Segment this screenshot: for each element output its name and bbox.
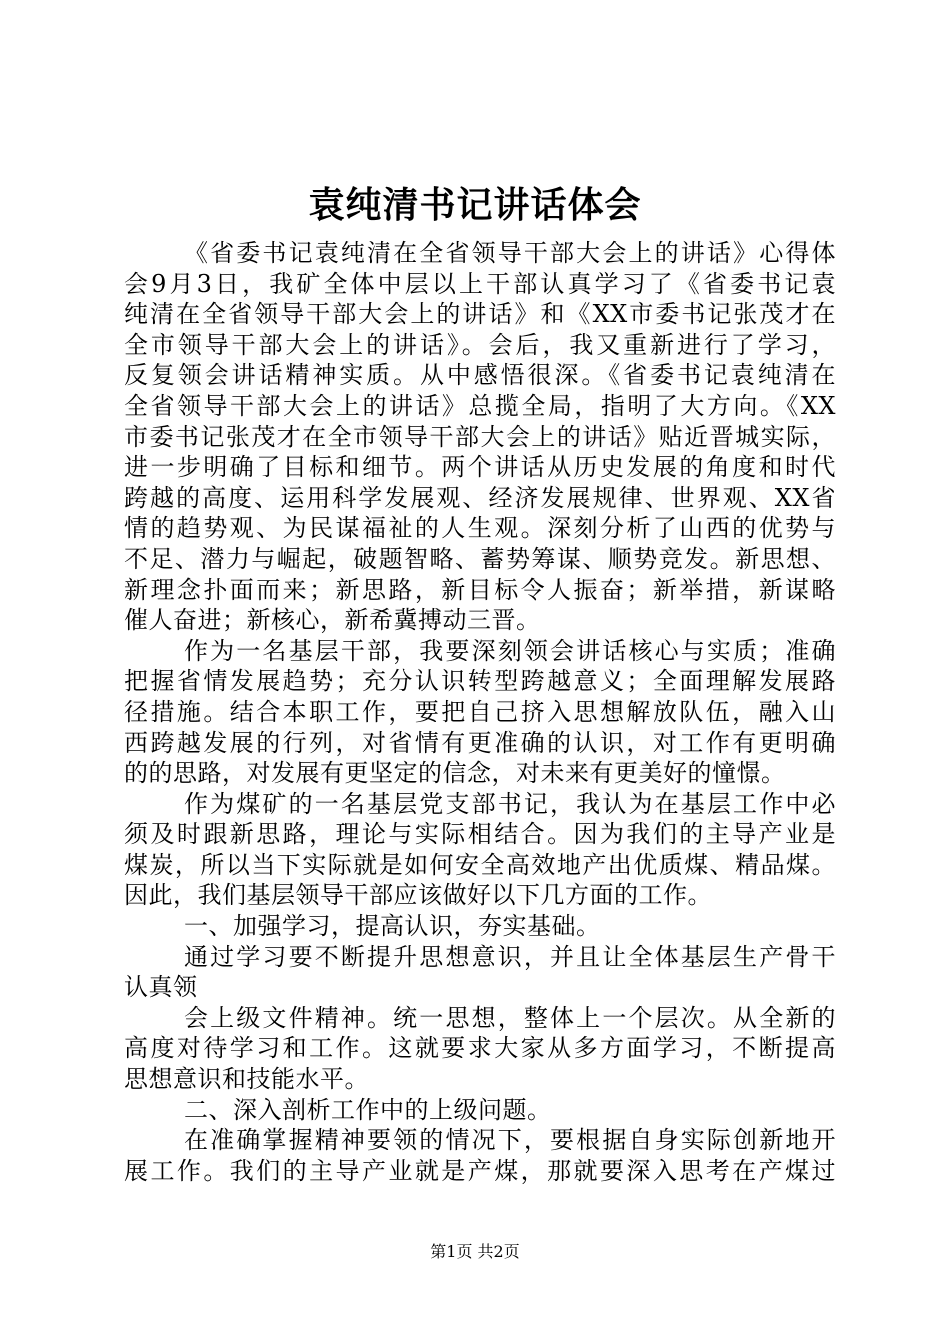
body-line: 作为一名基层干部，我要深刻领会讲话核心与实质；准确 [184, 636, 836, 665]
body-line: 新理念扑面而来；新思路，新目标令人振奋；新举措，新谋略 [124, 575, 836, 604]
body-line: 高度对待学习和工作。这就要求大家从多方面学习，不断提高 [124, 1034, 836, 1063]
page-footer: 第1页 共2页 [430, 1242, 520, 1261]
body-line: 反复领会讲话精神实质。从中感悟很深。《省委书记袁纯清在 [124, 361, 836, 390]
body-line: 《省委书记袁纯清在全省领导干部大会上的讲话》心得体 [184, 239, 836, 267]
body-line: 的的思路，对发展有更坚定的信念，对未来有更美好的憧憬。 [124, 759, 786, 788]
body-line: 全省领导干部大会上的讲话》总揽全局，指明了大方向。《XX [124, 391, 836, 420]
body-line: 纯清在全省领导干部大会上的讲话》和《XX市委书记张茂才在 [124, 300, 836, 329]
body-line: 西跨越发展的行列，对省情有更准确的认识，对工作有更明确 [124, 728, 836, 757]
body-line: 思想意识和技能水平。 [124, 1065, 369, 1094]
body-line: 煤炭，所以当下实际就是如何安全高效地产出优质煤、精品煤。 [124, 850, 836, 879]
body-line: 全市领导干部大会上的讲话》。会后，我又重新进行了学习， [124, 330, 836, 359]
body-line: 在准确掌握精神要领的情况下，要根据自身实际创新地开 [184, 1126, 836, 1155]
body-line: 一、加强学习，提高认识，夯实基础。 [184, 912, 601, 941]
document-body [124, 238, 836, 1186]
body-line: 径措施。结合本职工作，要把自己挤入思想解放队伍，融入山 [124, 697, 836, 726]
body-line: 情的趋势观、为民谋福祉的人生观。深刻分析了山西的优势与 [124, 514, 836, 543]
document-title: 袁纯清书记讲话体会 [308, 185, 642, 226]
body-line: 作为煤矿的一名基层党支部书记，我认为在基层工作中必 [184, 789, 836, 818]
body-line: 会上级文件精神。统一思想，整体上一个层次。从全新的 [184, 1003, 836, 1032]
body-line: 市委书记张茂才在全市领导干部大会上的讲话》贴近晋城实际， [124, 422, 836, 451]
body-line: 进一步明确了目标和细节。两个讲话从历史发展的角度和时代 [124, 453, 836, 482]
body-line: 二、深入剖析工作中的上级问题。 [184, 1095, 552, 1124]
body-line: 认真领 [124, 973, 198, 1002]
body-line: 不足、潜力与崛起，破题智略、蓄势筹谋、顺势竞发。新思想、 [124, 544, 836, 573]
body-line: 催人奋进；新核心，新希冀搏动三晋。 [124, 606, 541, 635]
body-line: 因此，我们基层领导干部应该做好以下几方面的工作。 [124, 881, 712, 910]
body-line: 把握省情发展趋势；充分认识转型跨越意义；全面理解发展路 [124, 667, 836, 696]
body-line: 展工作。我们的主导产业就是产煤，那就要深入思考在产煤过 [124, 1156, 836, 1185]
body-line: 通过学习要不断提升思想意识，并且让全体基层生产骨干 [184, 942, 836, 971]
body-line: 会9月3日，我矿全体中层以上干部认真学习了《省委书记袁 [124, 269, 836, 298]
body-line: 跨越的高度、运用科学发展观、经济发展规律、世界观、XX省 [124, 483, 836, 512]
body-line: 须及时跟新思路，理论与实际相结合。因为我们的主导产业是 [124, 820, 836, 849]
